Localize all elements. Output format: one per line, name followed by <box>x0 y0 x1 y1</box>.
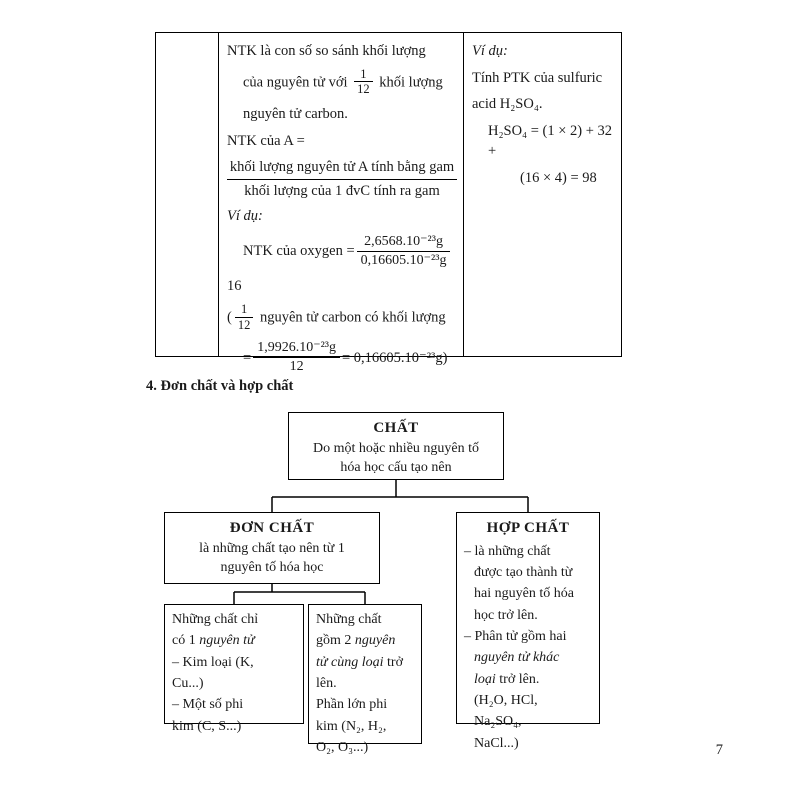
chat-title: CHẤT <box>373 420 419 436</box>
oxygen-fraction-numerator: 2,6568.10⁻²³g <box>364 233 443 249</box>
table-cell-example <box>464 33 621 356</box>
example-line-4: (16 × 4) = 98 <box>520 169 597 186</box>
hop-chat-line-2: được tạo thành từ <box>474 565 573 580</box>
oxygen-fraction <box>357 233 451 270</box>
child1-line-2a: có 1 <box>172 633 200 649</box>
hop-chat-line-10: NaCl...) <box>474 735 519 751</box>
child2-line-7: O₂, O₃...) <box>316 739 369 755</box>
fraction-denominator-2: 12 <box>235 317 254 333</box>
child2-line-3 <box>316 653 414 672</box>
def-line-2 <box>227 68 457 99</box>
fraction-numerator-2: 1 <box>240 301 248 316</box>
carbon-calc-fraction <box>253 339 340 376</box>
diagram-box-child-one-atom <box>164 604 304 734</box>
table-cell-definition <box>219 33 464 375</box>
oxygen-fraction-denominator: 0,16605.10⁻²³g <box>357 251 451 270</box>
hop-chat-line-8: (H₂O, HCl, <box>474 692 538 708</box>
child2-line-6: kim (N₂, H₂, <box>316 718 387 734</box>
oxygen-example-row <box>227 233 457 270</box>
carbon-calc-eq: = <box>243 349 252 366</box>
chat-line-1: Do một hoặc nhiều nguyên tố <box>312 440 480 456</box>
def-line-4: NTK của A = <box>227 132 305 149</box>
fraction-one-twelfth-2 <box>235 302 254 333</box>
example-line-2: acid H₂SO₄. <box>472 96 543 113</box>
def-line-1: NTK là con số so sánh khối lượng <box>227 43 426 59</box>
hop-chat-line-7 <box>464 670 592 689</box>
child2-line-2 <box>316 631 414 650</box>
child1-line-6: kim (C, S...) <box>172 718 242 734</box>
diagram-box-don-chat <box>164 512 380 584</box>
ntk-formula-denominator: khối lượng của 1 đvC tính ra gam <box>244 183 440 200</box>
hop-chat-line-7-italic: loại <box>474 671 496 687</box>
definition-table <box>155 32 622 375</box>
child1-line-4: Cu...) <box>172 675 204 691</box>
vi-du-label: Ví dụ: <box>227 208 263 225</box>
child1-line-2 <box>172 631 296 650</box>
diagram-box-chat <box>288 412 504 480</box>
page-number: 7 <box>715 742 723 758</box>
hop-chat-line-1: – là những chất <box>464 543 551 559</box>
fraction-one-twelfth <box>354 67 373 98</box>
child2-line-2b: nguyên <box>354 633 396 649</box>
child2-line-4: lên. <box>316 675 337 691</box>
ntk-formula-numerator: khối lượng nguyên tử A tính bằng gam <box>227 157 457 180</box>
don-chat-line-2: nguyên tố hóa học <box>220 560 324 575</box>
chat-line-2: hóa học cấu tạo nên <box>340 460 452 475</box>
fraction-denominator: 12 <box>354 81 373 97</box>
table-column-empty <box>156 33 219 356</box>
hop-chat-line-7-rest: trở lên. <box>495 671 540 687</box>
hop-chat-line-4: học trở lên. <box>474 607 538 623</box>
child2-line-2a: gồm 2 <box>316 633 355 649</box>
example-line-3: H₂SO₄ = (1 × 2) + 32 + <box>488 122 613 160</box>
carbon-calc-row <box>227 339 457 376</box>
child1-line-5: – Một số phi <box>172 697 244 713</box>
section-heading: 4. Đơn chất và hợp chất <box>146 378 294 394</box>
hop-chat-line-9: Na₂SO₄, <box>474 714 522 730</box>
oxygen-result: 16 <box>227 278 242 295</box>
don-chat-line-1: là những chất tạo nên từ 1 <box>199 540 345 556</box>
child2-line-3-italic: tử cùng loại <box>316 654 384 670</box>
child2-line-3-rest: trở <box>383 654 403 670</box>
carbon-calc-tail: = 0,16605.10⁻²³g) <box>341 349 448 366</box>
hop-chat-title: HỢP CHẤT <box>486 520 570 536</box>
example-vi-du-label: Ví dụ: <box>472 43 508 59</box>
fraction-numerator: 1 <box>360 66 367 81</box>
diagram-box-child-two-atoms <box>308 604 422 755</box>
carbon-calc-numerator: 1,9926.10⁻²³g <box>257 340 336 356</box>
ntk-formula-fraction <box>227 157 457 202</box>
carbon-calc-denominator: 12 <box>253 357 340 376</box>
don-chat-title: ĐƠN CHẤT <box>229 520 315 536</box>
carbon-note-text: nguyên tử carbon có khối lượng <box>259 309 446 326</box>
carbon-note-line <box>227 303 457 334</box>
child1-line-1: Những chất chỉ <box>172 612 259 627</box>
child2-line-1: Những chất <box>316 612 382 627</box>
carbon-note-open: ( <box>227 309 232 326</box>
child1-line-3: – Kim loại (K, <box>172 654 254 670</box>
hop-chat-line-5: – Phân tử gồm hai <box>464 628 567 644</box>
hop-chat-line-3: hai nguyên tố hóa <box>474 586 574 602</box>
def-line-3: nguyên tử carbon. <box>243 106 348 123</box>
diagram-box-hop-chat <box>456 512 600 751</box>
oxygen-example-label: NTK của oxygen = <box>243 243 355 260</box>
child1-line-2b: nguyên tử <box>199 633 255 649</box>
hop-chat-line-6: nguyên tử khác <box>474 650 560 666</box>
example-line-1: Tính PTK của sulfuric <box>472 69 603 86</box>
def-line-2a: của nguyên tử với <box>243 74 348 91</box>
child2-line-5: Phần lớn phi <box>316 697 388 713</box>
def-line-2b: khối lượng <box>379 74 443 91</box>
